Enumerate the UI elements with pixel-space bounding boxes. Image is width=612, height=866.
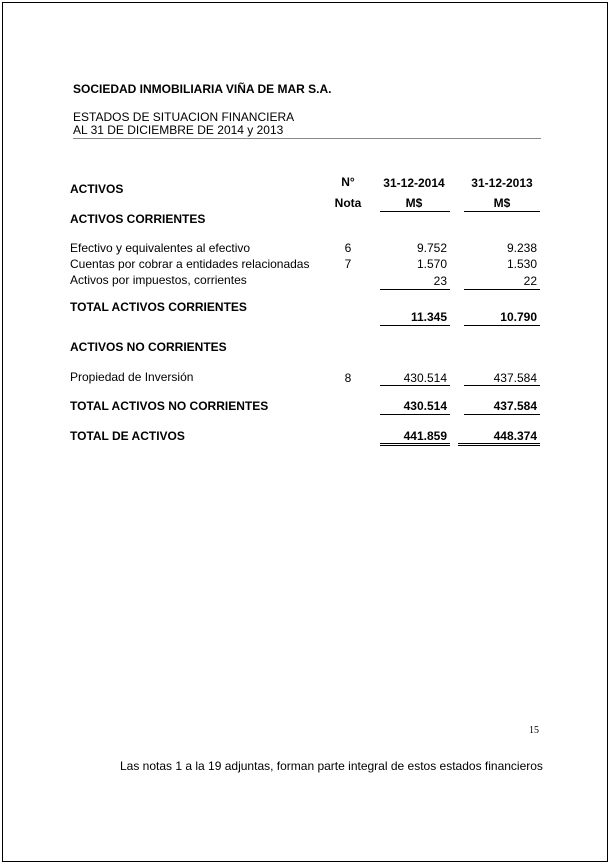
section-activos: ACTIVOS <box>70 182 124 196</box>
total-rule-2014 <box>380 414 450 415</box>
col-2014-unit: M$ <box>405 196 423 210</box>
total-activos-corrientes-2013: 10.790 <box>500 310 537 324</box>
subtotal-rule-2014 <box>380 289 450 290</box>
note-header-bottom: Nota <box>334 196 362 210</box>
header-divider <box>73 138 541 139</box>
row-value-2014: 23 <box>433 274 447 288</box>
note-header-top: N° <box>341 175 355 189</box>
row-value-2014: 1.570 <box>416 257 447 271</box>
row-nota: 7 <box>344 257 352 271</box>
row-value-2013: 1.530 <box>506 257 537 271</box>
row-nota: 8 <box>344 371 352 385</box>
row-label: Activos por impuestos, corrientes <box>70 273 247 287</box>
footer-note: Las notas 1 a la 19 adjuntas, forman parte integral de estos estados financieros <box>120 759 543 773</box>
row-value-2014: 430.514 <box>403 371 447 385</box>
col-2013-header-underline <box>464 211 540 212</box>
page-number: 15 <box>529 725 539 736</box>
total-rule-2013 <box>464 325 540 326</box>
row-value-2014: 9.752 <box>416 241 447 255</box>
col-2013-unit: M$ <box>493 196 511 210</box>
row-nota: 6 <box>344 241 352 255</box>
total-activos-no-corrientes-2013: 437.584 <box>493 399 537 413</box>
total-activos-corrientes-label: TOTAL ACTIVOS CORRIENTES <box>70 300 247 314</box>
subtotal-rule-2013 <box>464 289 540 290</box>
col-2013-date: 31-12-2013 <box>471 176 533 190</box>
total-de-activos-2014: 441.859 <box>403 429 447 443</box>
total-rule-2013 <box>464 414 540 415</box>
col-2014-header-underline <box>380 211 450 212</box>
grand-total-rule-2014 <box>380 443 450 444</box>
row-value-2013: 22 <box>523 274 537 288</box>
company-name: SOCIEDAD INMOBILIARIA VIÑA DE MAR S.A. <box>73 82 332 96</box>
grand-total-double-rule-2014 <box>380 445 450 446</box>
total-rule-2014 <box>380 325 450 326</box>
grand-total-rule-2013 <box>458 443 540 444</box>
statement-date: AL 31 DE DICIEMBRE DE 2014 y 2013 <box>73 123 284 137</box>
total-activos-no-corrientes-label: TOTAL ACTIVOS NO CORRIENTES <box>70 399 269 413</box>
section-activos-corrientes: ACTIVOS CORRIENTES <box>70 212 206 226</box>
total-activos-no-corrientes-2014: 430.514 <box>403 399 447 413</box>
row-rule-2014 <box>380 385 450 386</box>
total-de-activos-2013: 448.374 <box>493 429 537 443</box>
row-rule-2013 <box>464 385 540 386</box>
row-label: Propiedad de Inversión <box>70 370 194 384</box>
section-activos-no-corrientes: ACTIVOS NO CORRIENTES <box>70 340 227 354</box>
total-de-activos-label: TOTAL DE ACTIVOS <box>70 429 185 443</box>
total-activos-corrientes-2014: 11.345 <box>410 310 447 324</box>
row-label: Cuentas por cobrar a entidades relacionadas <box>70 257 310 271</box>
grand-total-double-rule-2013 <box>458 445 540 446</box>
row-value-2013: 437.584 <box>493 371 537 385</box>
statement-title: ESTADOS DE SITUACION FINANCIERA <box>73 110 295 124</box>
row-label: Efectivo y equivalentes al efectivo <box>70 241 251 255</box>
row-value-2013: 9.238 <box>506 241 537 255</box>
col-2014-date: 31-12-2014 <box>383 176 445 190</box>
